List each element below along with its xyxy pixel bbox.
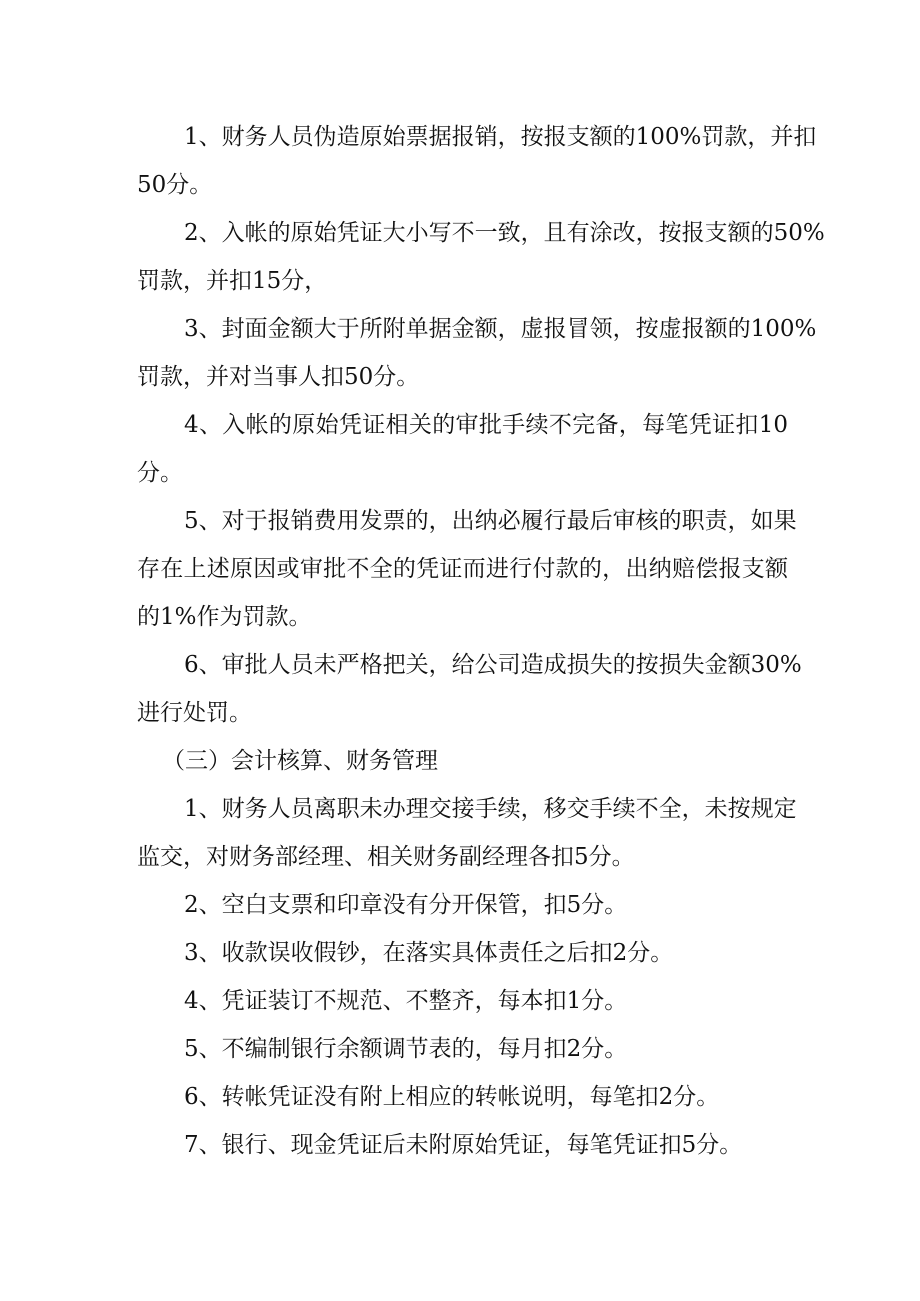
text-line: 5、不编制银行余额调节表的，每月扣2分。 [184, 1036, 628, 1062]
text-line: 3、封面金额大于所附单据金额，虚报冒领，按虚报额的100% [184, 316, 817, 342]
text-line: 监交，对财务部经理、相关财务副经理各扣5分。 [137, 844, 635, 870]
text-line: 1、财务人员离职未办理交接手续，移交手续不全，未按规定 [184, 796, 797, 822]
text-line: 6、审批人员未严格把关，给公司造成损失的按损失金额30% [184, 652, 802, 678]
text-line: 进行处罚。 [137, 700, 252, 726]
text-line: 5、对于报销费用发票的，出纳必履行最后审核的职责，如果 [184, 508, 797, 534]
text-line: 的1%作为罚款。 [137, 604, 312, 630]
text-line: 4、凭证装订不规范、不整齐，每本扣1分。 [184, 988, 628, 1014]
text-line: 分。 [137, 460, 183, 486]
text-line: 罚款，并扣15分， [137, 268, 328, 294]
text-line: 罚款，并对当事人扣50分。 [137, 364, 420, 390]
text-line: 2、入帐的原始凭证大小写不一致，且有涂改，按报支额的50% [184, 220, 825, 246]
text-line: 3、收款误收假钞，在落实具体责任之后扣2分。 [184, 940, 674, 966]
text-line: 4、入帐的原始凭证相关的审批手续不完备，每笔凭证扣10 [184, 412, 788, 438]
section-heading: （三）会计核算、财务管理 [162, 748, 438, 774]
text-line: 存在上述原因或审批不全的凭证而进行付款的，出纳赔偿报支额 [137, 556, 788, 582]
text-line: 6、转帐凭证没有附上相应的转帐说明，每笔扣2分。 [184, 1084, 720, 1110]
text-line: 2、空白支票和印章没有分开保管，扣5分。 [184, 892, 628, 918]
text-line: 7、银行、现金凭证后未附原始凭证，每笔凭证扣5分。 [184, 1132, 743, 1158]
text-line: 1、财务人员伪造原始票据报销，按报支额的100%罚款，并扣 [184, 124, 817, 150]
text-line: 50分。 [137, 172, 213, 198]
